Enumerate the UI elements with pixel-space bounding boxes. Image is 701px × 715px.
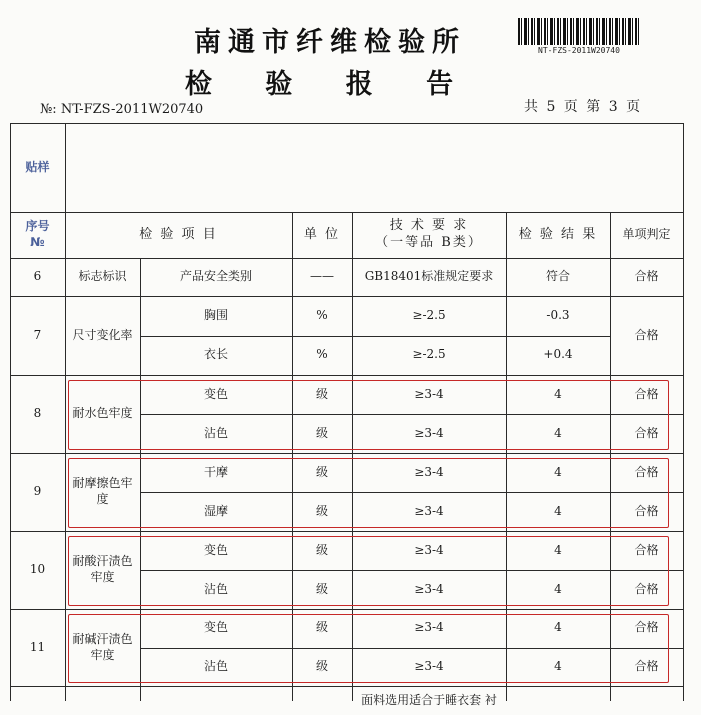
sub-requirement: GB18401标准规定要求 bbox=[364, 269, 494, 284]
sub-item-name: 变色 bbox=[203, 386, 228, 401]
sub-item-name: 变色 bbox=[203, 620, 228, 635]
sub-unit: 级 bbox=[315, 620, 328, 635]
row-verdict: 合格 bbox=[634, 327, 659, 342]
sub-result: 4 bbox=[554, 658, 562, 673]
row-item: 耐水色牢度 bbox=[72, 406, 133, 421]
sub-result: 4 bbox=[554, 386, 562, 401]
header-item: 检 验 项 目 bbox=[139, 226, 218, 242]
header-verdict: 单项判定 bbox=[622, 227, 671, 242]
sub-unit: 级 bbox=[315, 503, 328, 518]
sub-requirement: ≥3-4 bbox=[414, 386, 444, 401]
barcode bbox=[518, 18, 640, 45]
sample-label: 贴样 bbox=[25, 159, 50, 174]
table-right-border bbox=[683, 123, 684, 701]
sub-requirement: ≥-2.5 bbox=[412, 307, 446, 322]
row-item: 耐酸汗渍色 牢度 bbox=[72, 554, 133, 584]
sub-requirement: ≥3-4 bbox=[414, 503, 444, 518]
sub-item-name: 沾色 bbox=[203, 425, 228, 440]
row-item: 耐碱汗渍色 牢度 bbox=[72, 631, 133, 662]
row-item: 标志标识 bbox=[78, 269, 127, 284]
sub-result: 4 bbox=[554, 620, 562, 635]
report-number: №: NT-FZS-2011W20740 bbox=[40, 102, 204, 117]
row-seq: 9 bbox=[33, 484, 42, 499]
sub-result: 4 bbox=[554, 581, 562, 596]
row-seq: 8 bbox=[33, 406, 42, 421]
table-rule bbox=[683, 212, 684, 258]
sub-item-name: 湿摩 bbox=[203, 503, 228, 518]
report-title: 检 验 报 告 bbox=[184, 69, 476, 100]
sub-unit: 级 bbox=[315, 658, 328, 673]
sub-verdict: 合格 bbox=[634, 464, 659, 479]
header-result: 检 验 结 果 bbox=[518, 226, 598, 242]
partial-requirement-text: 面料选用适合于睡衣套 衬 bbox=[361, 692, 497, 707]
table-rule bbox=[506, 686, 507, 701]
highlight-box bbox=[68, 458, 669, 528]
sub-result: 符合 bbox=[545, 269, 570, 284]
sub-requirement: ≥3-4 bbox=[414, 658, 444, 673]
sub-unit: 级 bbox=[315, 425, 328, 440]
sub-unit: % bbox=[316, 307, 328, 322]
sub-item-name: 胸围 bbox=[203, 307, 228, 322]
header-unit: 单 位 bbox=[303, 226, 341, 242]
sub-unit: 级 bbox=[315, 542, 328, 557]
sub-verdict: 合格 bbox=[634, 581, 659, 596]
sub-item-name: 变色 bbox=[203, 542, 228, 557]
highlight-box bbox=[68, 380, 669, 450]
header-seq: 序号 № bbox=[25, 219, 50, 249]
table-rule bbox=[65, 123, 66, 212]
sub-requirement: ≥3-4 bbox=[414, 464, 444, 479]
sub-requirement: ≥3-4 bbox=[414, 425, 444, 440]
sub-result: 4 bbox=[554, 425, 562, 440]
sub-verdict: 合格 bbox=[634, 386, 659, 401]
sub-item-name: 沾色 bbox=[203, 581, 228, 596]
table-rule bbox=[292, 686, 293, 701]
highlight-box bbox=[68, 614, 669, 683]
sub-requirement: ≥3-4 bbox=[414, 542, 444, 557]
sub-result: +0.4 bbox=[543, 347, 573, 362]
sub-verdict: 合格 bbox=[634, 620, 659, 635]
sub-item-name: 沾色 bbox=[203, 658, 228, 673]
highlight-box bbox=[68, 536, 669, 606]
row-seq: 6 bbox=[33, 269, 42, 284]
sub-unit: 级 bbox=[315, 581, 328, 596]
sub-result: 4 bbox=[554, 542, 562, 557]
sub-verdict: 合格 bbox=[634, 542, 659, 557]
institute-title: 南通市纤维检验所 bbox=[194, 27, 466, 58]
sub-item-name: 干摩 bbox=[203, 464, 228, 479]
table-rule bbox=[65, 686, 66, 701]
sub-verdict: 合格 bbox=[634, 503, 659, 518]
row-item: 耐摩擦色牢 度 bbox=[72, 476, 133, 506]
row-rule bbox=[10, 686, 684, 687]
sub-verdict: 合格 bbox=[634, 658, 659, 673]
sub-unit: % bbox=[316, 347, 328, 362]
sub-unit: 级 bbox=[315, 386, 328, 401]
sub-unit: 级 bbox=[315, 464, 328, 479]
sub-item-name: 衣长 bbox=[203, 347, 228, 362]
sub-result: 4 bbox=[554, 464, 562, 479]
barcode-text: NT-FZS-2011W20740 bbox=[538, 46, 620, 55]
row-seq: 7 bbox=[33, 327, 42, 342]
sub-verdict: 合格 bbox=[634, 425, 659, 440]
table-top-border bbox=[10, 123, 684, 124]
table-rule bbox=[140, 686, 141, 701]
sub-requirement: ≥3-4 bbox=[414, 620, 444, 635]
row-seq: 11 bbox=[29, 639, 46, 654]
header-requirement: 技 术 要 求 （一等品 B类） bbox=[375, 218, 483, 250]
sub-requirement: ≥-2.5 bbox=[412, 347, 446, 362]
page-info: 共 5 页 第 3 页 bbox=[524, 99, 643, 115]
sub-item-name: 产品安全类别 bbox=[179, 269, 252, 284]
row-seq: 10 bbox=[29, 562, 46, 577]
sub-unit: —— bbox=[310, 269, 334, 284]
sub-result: -0.3 bbox=[546, 307, 570, 322]
table-rule bbox=[610, 686, 611, 701]
row-item: 尺寸变化率 bbox=[72, 327, 133, 342]
row-verdict: 合格 bbox=[634, 269, 659, 284]
sub-requirement: ≥3-4 bbox=[414, 581, 444, 596]
sub-result: 4 bbox=[554, 503, 562, 518]
